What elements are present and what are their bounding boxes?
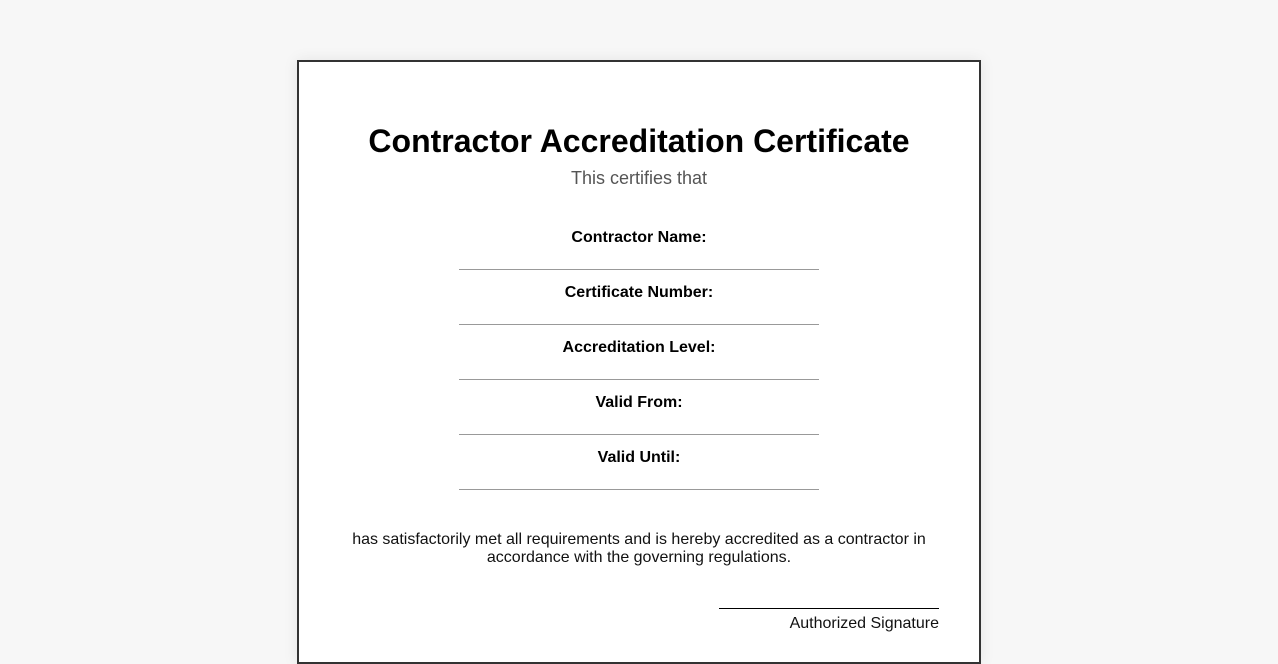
field-label: Contractor Name: <box>571 229 707 246</box>
certificate-statement: has satisfactorily met all requirements and is hereby accredited as a contractor in accordance with the governing regulations. <box>352 531 926 566</box>
field-label: Valid Until: <box>597 449 681 466</box>
field-label: Valid From: <box>595 394 683 411</box>
signature-label: Authorized Signature <box>789 615 939 632</box>
field-accreditation-level[interactable] <box>459 325 819 380</box>
certificate-subtitle: This certifies that <box>570 168 708 188</box>
field-certificate-number[interactable] <box>459 270 819 325</box>
field-label: Certificate Number: <box>564 284 714 301</box>
certificate-fields <box>459 215 819 490</box>
field-valid-from[interactable] <box>459 380 819 435</box>
field-valid-until[interactable] <box>459 435 819 490</box>
certificate-title: Contractor Accreditation Certificate <box>368 123 910 159</box>
signature-line <box>719 608 939 633</box>
field-label: Accreditation Level: <box>562 339 716 356</box>
field-contractor-name[interactable] <box>459 215 819 270</box>
certificate-card <box>297 60 981 664</box>
